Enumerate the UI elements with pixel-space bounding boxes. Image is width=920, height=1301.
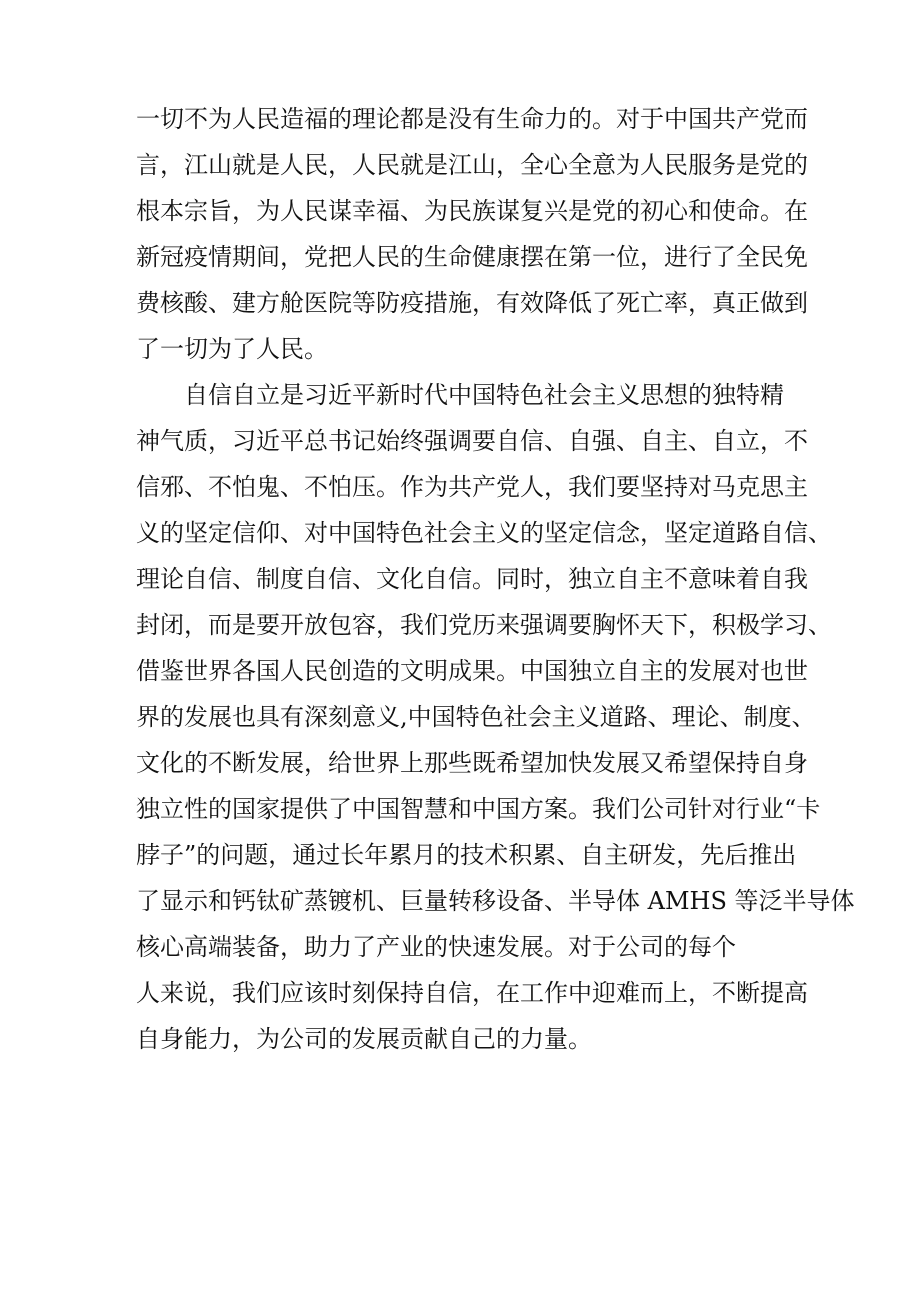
text-line: 根本宗旨，为人民谋幸福、为民族谋复兴是党的初心和使命。在 [136, 197, 808, 225]
text-line: 理论自信、制度自信、文化自信。同时，独立自主不意味着自我 [136, 565, 808, 593]
text-line: 核心高端装备，助力了产业的快速发展。对于公司的每个 [136, 933, 736, 961]
text-line: 文化的不断发展，给世界上那些既希望加快发展又希望保持自身 [136, 749, 808, 777]
text-line: 一切不为人民造福的理论都是没有生命力的。对于中国共产党而 [136, 105, 808, 133]
text-line: 信邪、不怕鬼、不怕压。作为共产党人，我们要坚持对马克思主 [136, 473, 808, 501]
text-line: 脖子”的问题，通过长年累月的技术积累、自主研发，先后推出 [136, 841, 797, 869]
text-line: 独立性的国家提供了中国智慧和中国方案。我们公司针对行业“卡 [136, 795, 821, 823]
text-line: 自身能力，为公司的发展贡献自己的力量。 [136, 1025, 592, 1053]
text-line: 言，江山就是人民，人民就是江山，全心全意为人民服务是党的 [136, 151, 808, 179]
text-line: 费核酸、建方舱医院等防疫措施，有效降低了死亡率，真正做到 [136, 289, 808, 317]
body-text [136, 96, 855, 1062]
text-line: 界的发展也具有深刻意义,中国特色社会主义道路、理论、制度、 [136, 703, 816, 731]
text-line: 了显示和钙钛矿蒸镀机、巨量转移设备、半导体 AMHS 等泛半导体 [136, 887, 855, 915]
text-line: 封闭，而是要开放包容，我们党历来强调要胸怀天下，积极学习、 [136, 611, 832, 639]
text-line: 神气质，习近平总书记始终强调要自信、自强、自主、自立，不 [136, 427, 808, 455]
text-line: 了一切为了人民。 [136, 335, 328, 363]
text-line: 借鉴世界各国人民创造的文明成果。中国独立自主的发展对也世 [136, 657, 808, 685]
text-line: 人来说，我们应该时刻保持自信，在工作中迎难而上，不断提高 [136, 979, 808, 1007]
text-line: 义的坚定信仰、对中国特色社会主义的坚定信念，坚定道路自信、 [136, 519, 832, 547]
paragraph-start-line: 自信自立是习近平新时代中国特色社会主义思想的独特精 [184, 381, 784, 409]
text-line: 新冠疫情期间，党把人民的生命健康摆在第一位，进行了全民免 [136, 243, 808, 271]
